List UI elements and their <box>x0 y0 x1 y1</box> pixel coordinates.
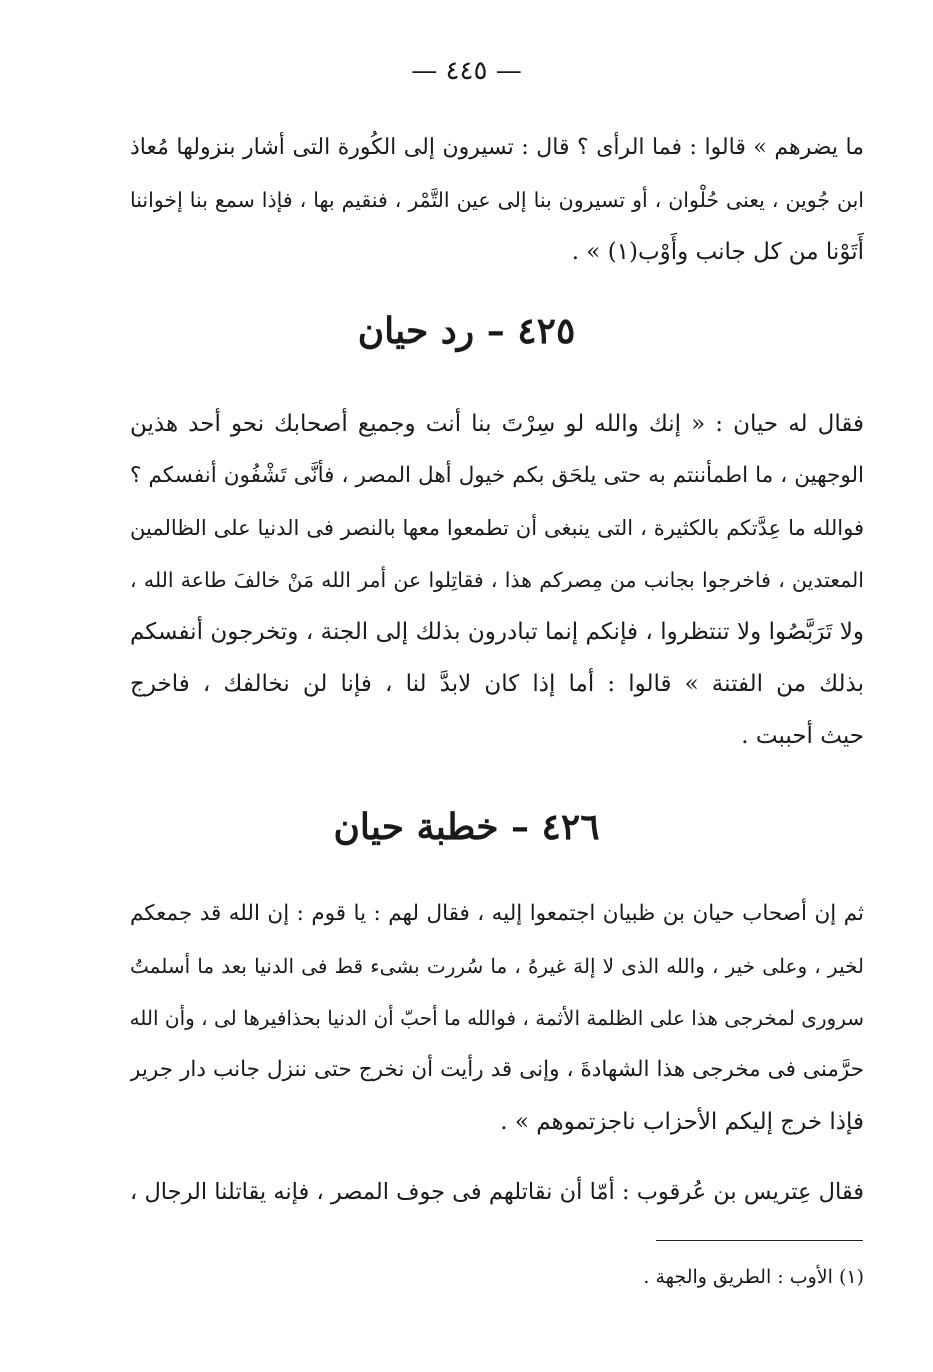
text-line: لخير ، وعلى خير ، والله الذى لا إلهَ غيرهُ ، ما سُررت بشىء قط فى الدنيا بعد ما أسلمتُ <box>130 954 864 978</box>
text-line: حيث أحببت . <box>741 723 864 749</box>
section-heading-425: ٤٢٥ – رد حيان <box>357 310 576 352</box>
text-line: ولا تَرَبَّصُوا ولا تنتظروا ، فإنكم إنما تبادرون بذلك إلى الجنة ، وتخرجون أنفسكم <box>130 619 864 645</box>
text-line: ابن جُوين ، يعنى حُلْوان ، أو تسيرون بنا إلى عين التَّمْر ، فنقيم بها ، فإذا سمع بنا إخواننا <box>130 188 864 212</box>
text-line: أَتَوْنا من كل جانب وأَوْب(١) » . <box>571 239 864 265</box>
page-number: — ٤٤٥ — <box>411 56 522 86</box>
text-line: ما يضرهم » قالوا : فما الرأى ؟ قال : تسيرون إلى الكُورة التى أشار بنزولها مُعاذ <box>130 135 864 160</box>
text-line: ثم إن أصحاب حيان بن ظبيان اجتمعوا إليه ، فقال لهم : يا قوم : إن الله قد جمعكم <box>130 901 864 926</box>
footnote-divider <box>656 1240 863 1241</box>
section-heading-426: ٤٢٦ – خطبة حيان <box>333 806 600 848</box>
footnote: (١) الأوب : الطريق والجهة . <box>643 1266 864 1288</box>
section-426-paragraph <box>130 888 864 1148</box>
text-line: فقال له حيان : « إنك والله لو سِرْتَ بنا أنت وجميع أصحابك نحو أحد هذين <box>130 411 864 437</box>
text-line: سرورى لمخرجى هذا على الظلمة الأثمة ، فوالله ما أحبّ أن الدنيا بحذافيرها لى ، وأن الله <box>130 1006 864 1030</box>
text-line: المعتدين ، فاخرجوا بجانب من مِصركم هذا ، فقاتِلوا عن أمر الله مَنْ خالفَ طاعة الله ، <box>130 568 864 592</box>
text-line: فوالله ما عِدَّتكم بالكثيرة ، التى ينبغى أن تطمعوا معها بالنصر فى الدنيا على الظالمين <box>130 516 864 540</box>
text-line: بذلك من الفتنة » قالوا : أما إذا كان لابدَّ لنا ، فإنا لن نخالفك ، فاخرج <box>130 671 864 697</box>
text-line: فإذا خرج إليكم الأحزاب ناجزتموهم » . <box>500 1109 864 1135</box>
section-426-paragraph-2 <box>130 1166 864 1218</box>
text-line: فقال عِتريس بن عُرقوب : أمّا أن نقاتلهم فى جوف المصر ، فإنه يقاتلنا الرجال ، <box>130 1179 864 1205</box>
text-line: حرَّمنى فى مخرجى هذا الشهادةَ ، وإنى قد رأيت أن نخرج حتى ننزل جانب دار جرير <box>130 1057 864 1082</box>
section-425-paragraph <box>130 398 864 762</box>
intro-paragraph <box>130 122 864 278</box>
text-line: الوجهين ، ما اطمأننتم به حتى يلحَق بكم خيول أهل المصر ، فأنَّى تَشْفُون أنفسكم ؟ <box>130 463 864 488</box>
